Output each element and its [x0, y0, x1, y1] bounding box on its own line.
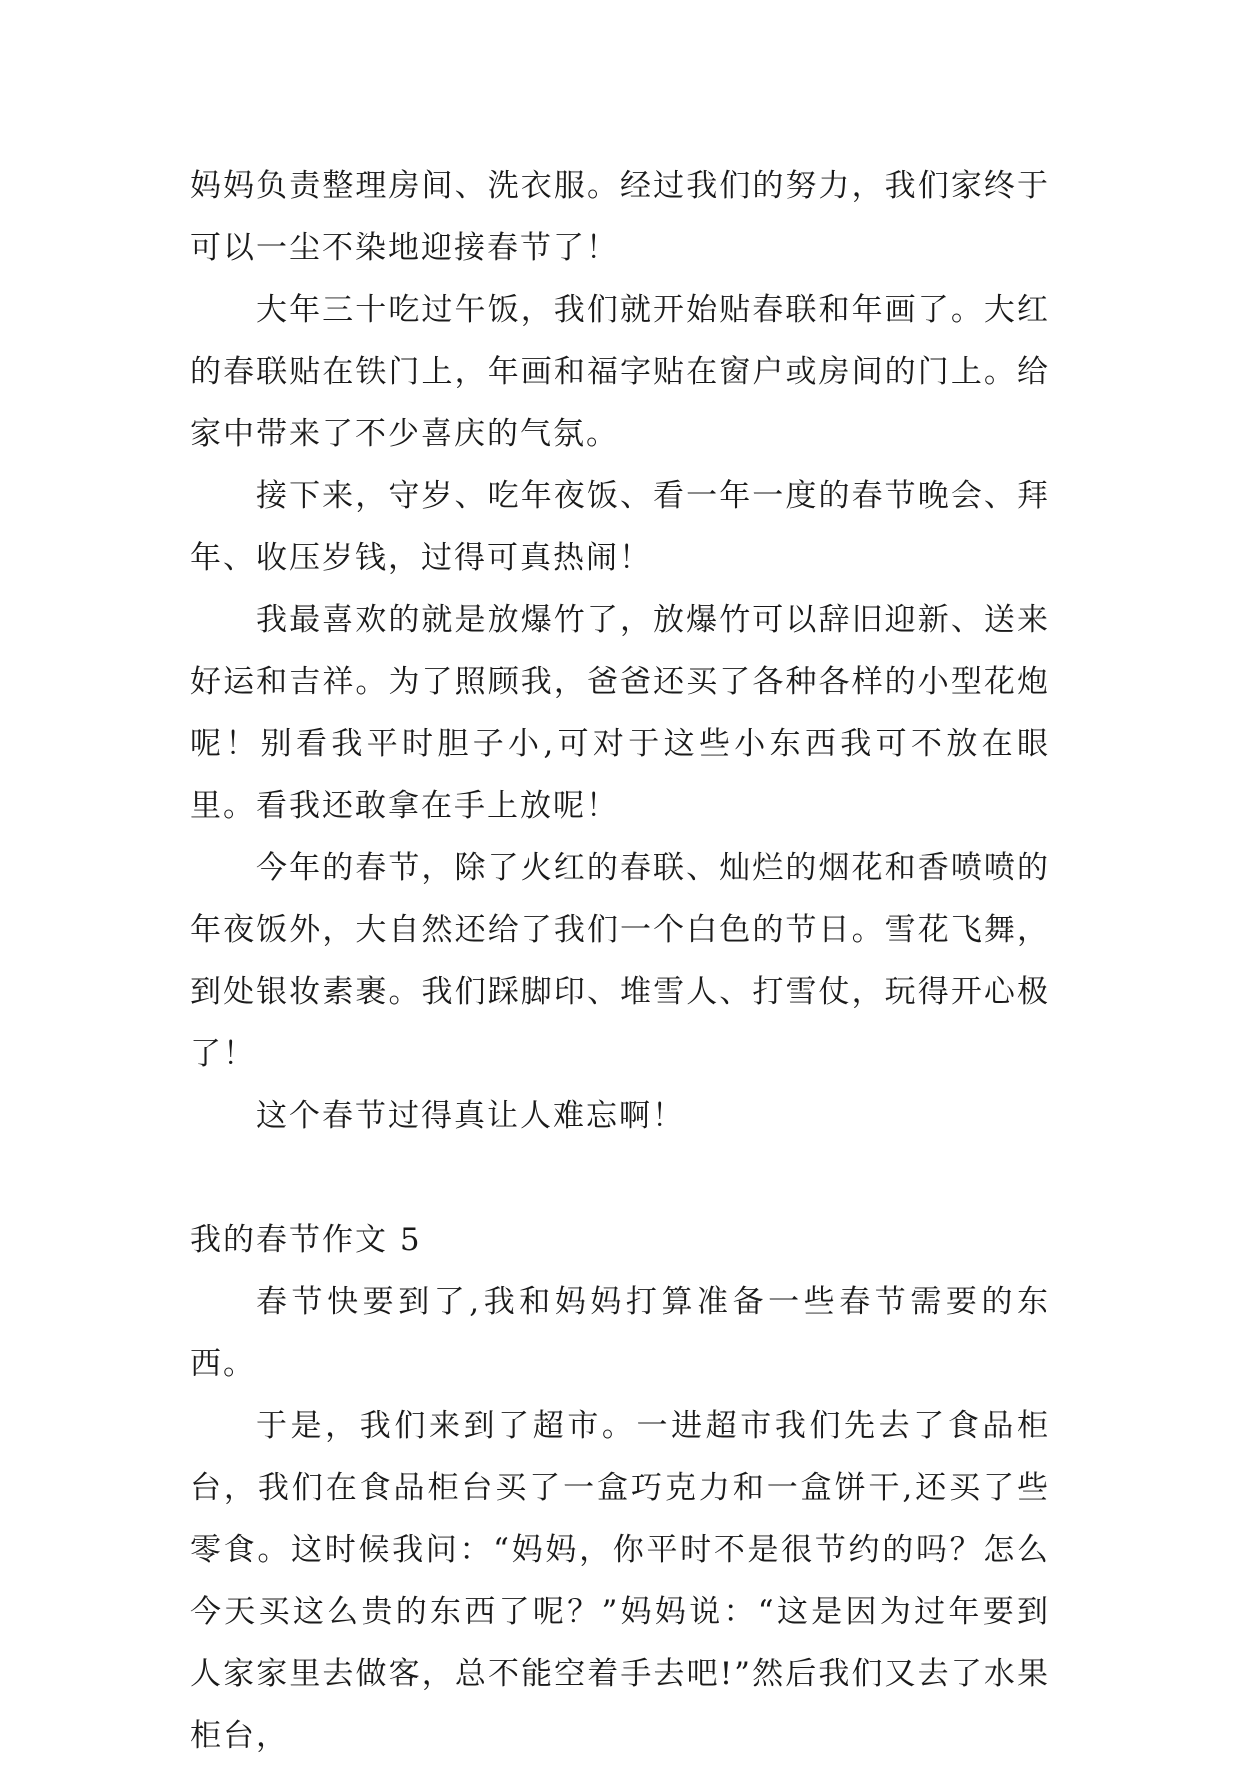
section-gap — [190, 1147, 1050, 1209]
paragraph: 春节快要到了,我和妈妈打算准备一些春节需要的东西。 — [190, 1284, 1050, 1382]
paragraph: 今年的春节，除了火红的春联、灿烂的烟花和香喷喷的年夜饭外，大自然还给了我们一个白色的节日。雪花飞舞，到处银妆素裹。我们踩脚印、堆雪人、打雪仗，玩得开心极了！ — [190, 850, 1050, 1072]
document-body — [190, 155, 1050, 1767]
paragraph: 于是，我们来到了超市。一进超市我们先去了食品柜台，我们在食品柜台买了一盒巧克力和一盒饼干,还买了些零食。这时候我问：“妈妈，你平时不是很节约的吗？怎么今天买这么贵的东西了呢？”妈妈说：“这是因为过年要到人家家里去做客，总不能空着手去吧!”然后我们又去了水果柜台， — [190, 1408, 1050, 1754]
paragraph: 这个春节过得真让人难忘啊！ — [256, 1098, 685, 1134]
paragraph: 大年三十吃过午饭，我们就开始贴春联和年画了。大红的春联贴在铁门上，年画和福字贴在窗户或房间的门上。给家中带来了不少喜庆的气氛。 — [190, 292, 1050, 452]
section-title: 我的春节作文 5 — [190, 1222, 422, 1258]
paragraph: 接下来，守岁、吃年夜饭、看一年一度的春节晚会、拜年、收压岁钱，过得可真热闹！ — [190, 478, 1050, 576]
paragraph: 妈妈负责整理房间、洗衣服。经过我们的努力，我们家终于可以一尘不染地迎接春节了！ — [190, 168, 1050, 266]
paragraph: 我最喜欢的就是放爆竹了，放爆竹可以辞旧迎新、送来好运和吉祥。为了照顾我，爸爸还买了各种各样的小型花炮呢！别看我平时胆子小,可对于这些小东西我可不放在眼里。看我还敢拿在手上放呢！ — [190, 602, 1050, 824]
